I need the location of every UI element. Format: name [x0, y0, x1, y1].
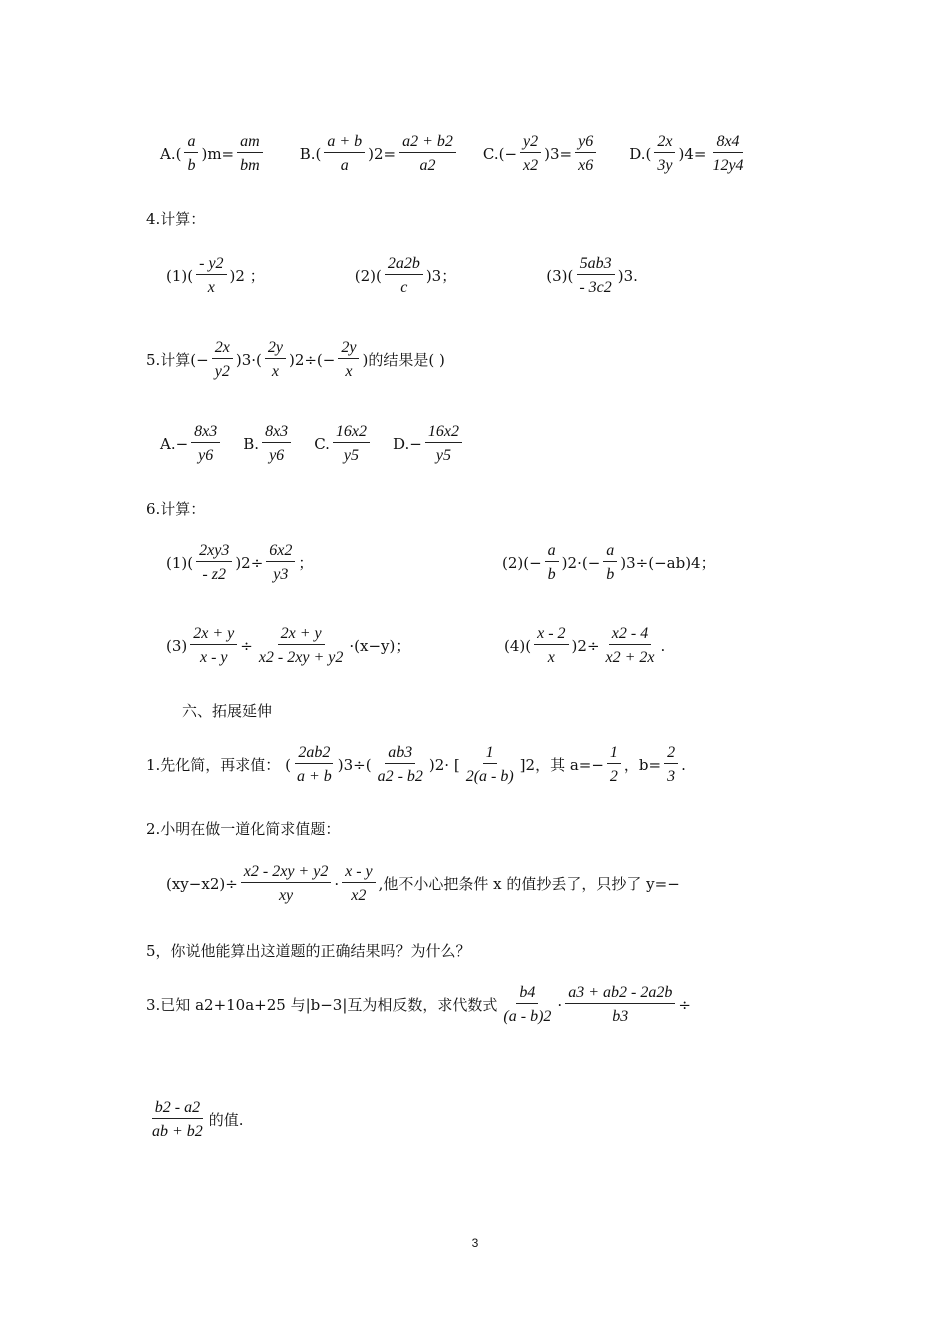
fraction: 8x3 y6 [262, 424, 291, 464]
q3-b-label: B. [299, 144, 316, 163]
q5-option-d: D.− [393, 434, 422, 453]
q6-part-4: (4)( x - 2 x )2÷ $\frac{x2 - 4}{x2 + 2x}$ . [504, 625, 666, 666]
fraction: $\frac{x2 - 2xy + y2}{xy}$ [241, 864, 332, 904]
q6-title: 6.计算： [146, 500, 206, 518]
q6-part-2: (2)(− $\frac{a}{b}$ )2·(− $\frac{a}{b}$ )3÷(−ab)4； [502, 542, 716, 583]
fraction: $\frac{1}{2}$ [607, 745, 621, 785]
fraction: $\frac{2x + y}{x2 - 2xy + y2}$ [258, 625, 344, 666]
extension-3: 3.已知 a2+10a+25 与|b−3|互为相反数，求代数式 b4 (a - b)2 · $\frac{a3 + ab2 - 2a2b}{b3}$ ÷ [146, 984, 691, 1025]
section-heading: 六、拓展延伸 [182, 702, 273, 720]
q4-title: 4.计算： [146, 210, 206, 228]
fraction: - y2 x [196, 256, 226, 296]
fraction: $\frac{16x2}{y5}$ [425, 424, 462, 464]
q6-part-1: (1)( 2xy3 - z2 )2÷ $\frac{6x2}{y3}$ ； [166, 542, 314, 583]
fraction: b4 (a - b)2 [503, 984, 552, 1025]
fraction: 2y x [265, 340, 286, 380]
q5-options [160, 424, 465, 464]
fraction: $\frac{a3 + ab2 - 2a2b}{b3}$ [565, 985, 675, 1025]
fraction: 2ab2 a + b [296, 744, 332, 785]
extension-2-expression: (xy−x2)÷ $\frac{x2 - 2xy + y2}{xy}$ · x - y x2 ,他不小心把条件 x 的值抄丢了，只抄了 y=− [166, 863, 680, 904]
fraction: $\frac{2x + y}{x - y}$ [190, 626, 237, 666]
fraction: $\frac{2y}{x}$ [338, 340, 359, 380]
fraction: x - y x2 [342, 864, 376, 904]
fraction: 1 2(a - b) [465, 744, 514, 785]
q3-options: A. ( a b )m= $\frac{am}{bm}$ B. ( a + b a )2= $\frac{a2 + b2}{a2}$ C. (− $\frac{y2}{x2}$ )3= $\frac{y6}{x6}$ D. ( 2x 3y )4= $\frac{8x4}{12y4}$ [160, 134, 750, 174]
q3-d-label: D. [629, 144, 646, 163]
q5-question: 5.计算(− $\frac{2x}{y2}$ )3·( 2y x )2÷(− $\frac{2y}{x}$ )的结果是( ) [146, 339, 445, 380]
q5-option-c: C. [314, 434, 330, 453]
page-number: 3 [471, 1236, 479, 1250]
fraction: $\frac{8x4}{12y4}$ [712, 133, 744, 174]
extension-2-title: 2.小明在做一道化简求值题： [146, 820, 341, 838]
fraction: $\frac{x2 - 4}{x2 + 2x}$ [605, 625, 655, 666]
fraction: 16x2 y5 [333, 424, 370, 464]
fraction: 2a2b c [385, 256, 423, 296]
q6-part-3: (3) $\frac{2x + y}{x - y}$ ÷ $\frac{2x + y}{x2 - 2xy + y2}$ ·(x−y)； [166, 625, 411, 666]
fraction: a b [184, 134, 198, 174]
fraction: a + b a [324, 134, 365, 174]
q3-a-label: A. [160, 144, 176, 163]
extension-1: 1.先化简，再求值： ( 2ab2 a + b )3÷( ab3 a2 - b2 )2· [ 1 2(a - b) ]2，其 a=− $\frac{1}{2}$ ，b= $\frac{2}{3}$ . [146, 744, 686, 785]
fraction: $\frac{am}{bm}$ [237, 134, 263, 174]
fraction: 5ab3 - 3c2 [576, 256, 614, 296]
fraction: $\frac{a}{b}$ [545, 543, 559, 583]
q4-parts: (1) ( - y2 x )2 ； (2) ( 2a2b c )3； (3) ( 5ab3 - 3c2 )3. [166, 255, 638, 296]
fraction: 2xy3 - z2 [196, 543, 232, 583]
fraction: $\frac{a2 + b2}{a2}$ [399, 134, 456, 174]
fraction: ab3 a2 - b2 [377, 744, 423, 785]
fraction: $\frac{6x2}{y3}$ [266, 543, 295, 583]
fraction: $\frac{y6}{x6}$ [575, 134, 596, 174]
extension-3-continued: b2 - a2 ab + b2 的值. [146, 1100, 244, 1140]
q3-c-label: C. [482, 144, 499, 163]
fraction: $\frac{8x3}{y6}$ [191, 424, 220, 464]
extension-2-line2: 5，你说他能算出这道题的正确结果吗？为什么？ [146, 942, 471, 960]
fraction: $\frac{2}{3}$ [664, 745, 678, 785]
fraction: $\frac{a}{b}$ [603, 543, 617, 583]
fraction: 2x 3y [654, 134, 675, 174]
fraction: x - 2 x [534, 626, 568, 666]
fraction: $\frac{2x}{y2}$ [212, 340, 233, 380]
fraction: b2 - a2 ab + b2 [152, 1099, 203, 1140]
q5-option-a: A.− [160, 434, 189, 453]
q5-option-b: B. [243, 434, 260, 453]
fraction: $\frac{y2}{x2}$ [520, 134, 541, 174]
